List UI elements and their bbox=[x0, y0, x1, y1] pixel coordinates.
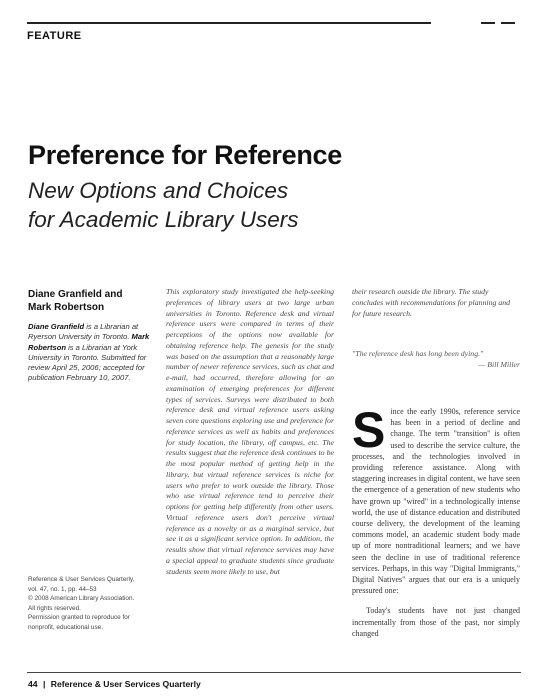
citation-block bbox=[28, 575, 158, 633]
authors bbox=[28, 288, 153, 314]
citation-line: Reference & User Services Quarterly, bbox=[28, 576, 135, 583]
section-label: FEATURE bbox=[27, 30, 82, 42]
body-paragraph-1: ince the early 1990s, reference service has been in a period of decline and change. The term "transition" is often used to describe the service culture, the processes, and the technologies involved in providing reference assistance. Along with staggering increases in digital content, we have seen the emergence of a generation of new students who have grown up "wired" in a technologically intense world, the use of distance education and distributed course delivery, the development of the learning commons model, an academic student body made up of more nontraditional learners; and we have seen the decline in use of traditional reference services. Perhaps, in this way "Digital Immigrants," Digital Natives" argues that our era is a uniquely pressured one: bbox=[352, 407, 520, 596]
subtitle-line: for Academic Library Users bbox=[28, 207, 299, 232]
top-rule-short-2 bbox=[501, 22, 515, 24]
body-text bbox=[352, 402, 520, 648]
bio-name-2: Mark Robertson bbox=[28, 332, 150, 352]
author-line: Diane Granfield and bbox=[28, 289, 123, 300]
page-number: 44 bbox=[28, 679, 38, 689]
abstract-continuation: their research outside the library. The study concludes with recommendations for planning and for future research. bbox=[352, 287, 511, 318]
author-line: Mark Robertson bbox=[28, 302, 105, 313]
page-footer bbox=[28, 679, 201, 689]
quote-text: "The reference desk has long been dying." bbox=[352, 349, 484, 358]
article-subtitle bbox=[28, 176, 299, 234]
subtitle-line: New Options and Choices bbox=[28, 178, 289, 203]
quote-attribution: — Bill Miller bbox=[478, 360, 520, 369]
journal-name: Reference & User Services Quarterly bbox=[50, 679, 201, 689]
body-paragraph-2: Today's students have not just changed incrementally from those of the past, nor simply changed bbox=[352, 606, 520, 638]
footer-separator: | bbox=[42, 679, 46, 689]
epigraph-quote bbox=[352, 348, 520, 370]
top-rule bbox=[27, 22, 431, 24]
bio-text-1: is a Librarian at Ryerson University in Toronto. bbox=[28, 322, 139, 342]
author-bio bbox=[28, 322, 158, 384]
drop-cap: S bbox=[352, 402, 386, 458]
citation-line: © 2008 American Library Association. bbox=[28, 595, 135, 603]
citation-line: vol. 47, no. 1, pp. 44–53 bbox=[28, 585, 97, 593]
bio-name-1: Diane Granfield bbox=[28, 322, 85, 331]
article-title: Preference for Reference bbox=[28, 140, 342, 170]
citation-line: nonprofit, educational use. bbox=[28, 623, 103, 631]
footer-rule bbox=[27, 672, 521, 673]
top-rule-short bbox=[481, 22, 495, 24]
citation-line: Permission granted to reproduce for bbox=[28, 614, 130, 622]
abstract: This exploratory study investigated the help-seeking preferences of library users at two large urban universities in Toronto. Reference desk and virtual reference users were compared in terms of their perceptions of the options now available for obtaining reference help. The genesis for the study was based on the assumption that a reasonably large number of newer reference services, such as chat and e-mail, had occurred, therefore allowing for an examination of emerging preferences for different types of services. Surveys were distributed to both reference desk and virtual reference users asking seven core questions exploring use and preference for reference services as well as habits and preferences for study location, the library, off campus, etc. The results suggest that the reference desk continues to be the most popular method of getting help in the library, but virtual reference services is niche for users who prefer to work outside the library. Those who use virtual reference tend to perceive their options for getting help differently from other users. Virtual reference users don't perceive virtual reference as a novelty or as a marginal service, but see it as a significant service option. In addition, the results show that virtual reference services may have a special appeal to graduate students since graduate students seem more likely to use, but bbox=[166, 287, 334, 576]
citation-line: All rights reserved. bbox=[28, 604, 81, 612]
bio-text-2: is a Librarian at York University in Toronto. Submitted for review April 25, 2006; accepted for publication February 10, 2007. bbox=[28, 342, 147, 383]
